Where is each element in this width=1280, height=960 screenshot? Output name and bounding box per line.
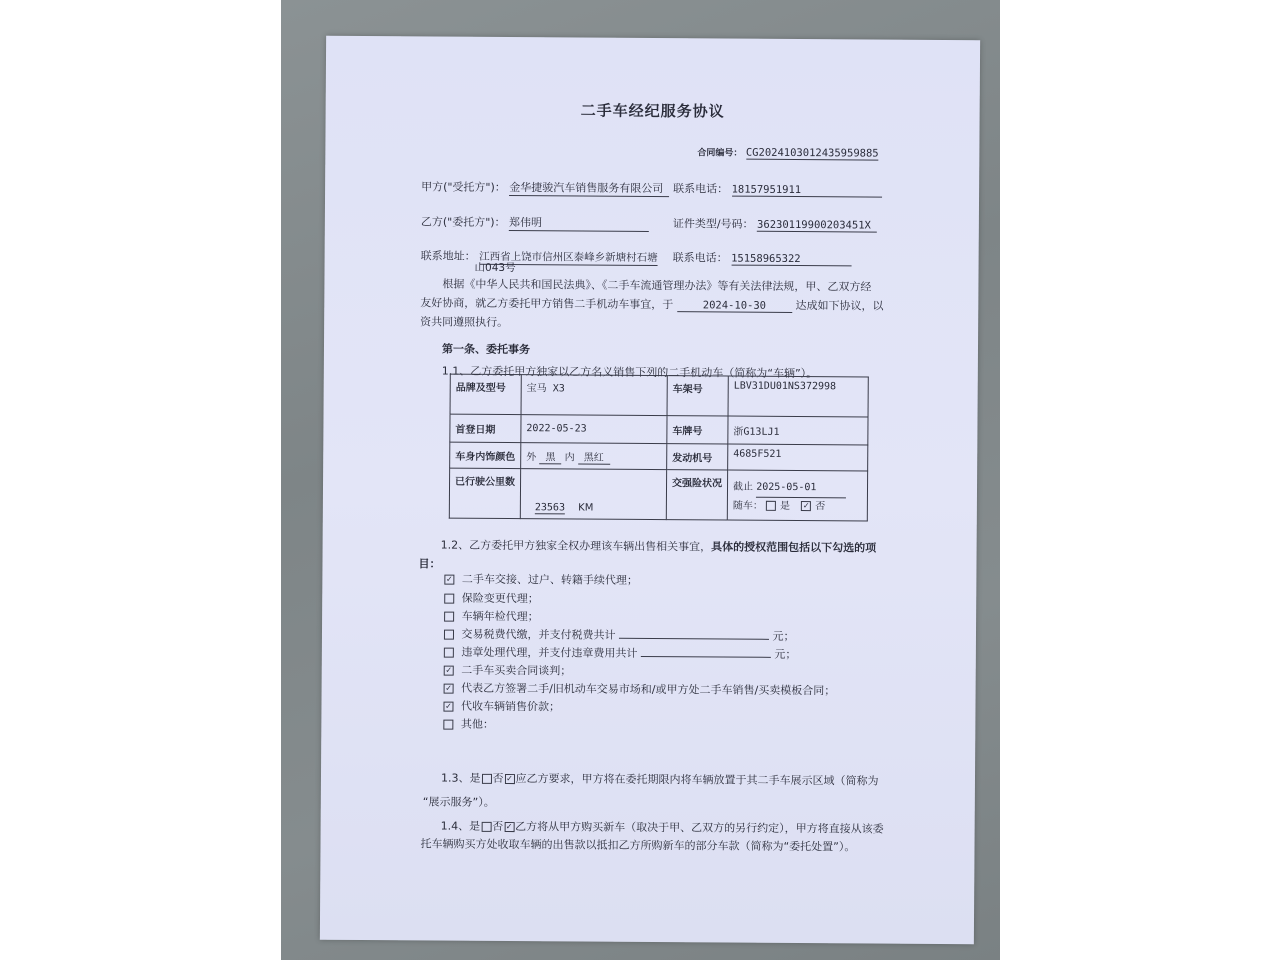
party-a-label: 甲方("受托方")： — [421, 180, 506, 194]
auth-item — [443, 698, 560, 715]
with-car-yes-checkbox[interactable] — [766, 501, 776, 511]
clause-1-4-no-checkbox[interactable]: ✓ — [505, 822, 513, 832]
intro-line-3: 资共同遵照执行。 — [420, 315, 509, 330]
vin-label: 车架号 — [667, 376, 728, 416]
intro-line-2a: 友好协商，就乙方委托甲方销售二手机动车事宜，于 — [420, 296, 674, 312]
color-label: 车身内饰颜色 — [450, 442, 521, 468]
auth-item — [443, 716, 494, 732]
clause-1-2-row — [441, 537, 877, 556]
with-car-yes-label: 是 — [780, 500, 791, 512]
auth-item-text: 保险变更代理； — [461, 591, 539, 606]
auth-item-checkbox[interactable] — [444, 612, 454, 622]
auth-item-suffix: 元； — [774, 647, 797, 662]
party-a-row — [421, 178, 669, 197]
auth-item-text: 其他： — [460, 717, 494, 731]
party-b-row — [421, 213, 649, 232]
clause-1-4-no-label: 否 — [492, 819, 504, 833]
clause-1-4-yes-checkbox[interactable] — [481, 822, 491, 832]
with-car-row — [733, 498, 862, 517]
clause-1-3-no-checkbox[interactable]: ✓ — [506, 774, 513, 784]
mileage-label: 已行驶公里数 — [449, 468, 520, 518]
auth-item-checkbox[interactable] — [444, 648, 454, 658]
color-outer-label: 外 — [526, 452, 537, 464]
with-car-label: 随车： — [732, 500, 763, 512]
brand-label: 品牌及型号 — [450, 374, 521, 414]
clause-1-3-yes-checkbox[interactable] — [481, 774, 491, 784]
contract-number: CG20241030124359598​85 — [745, 146, 879, 160]
auth-item — [444, 680, 836, 699]
clause-1-1: 1.1、乙方委托甲方独家以乙方名义销售下列的二手机动车（简称为“车辆”）。 — [441, 364, 818, 381]
plate-value: 浙G13LJ1 — [728, 416, 868, 445]
intro-date: 2024-10-30 — [677, 299, 792, 313]
violation-amount-field[interactable] — [641, 656, 771, 658]
clause-1-2c: 目： — [418, 557, 441, 571]
auth-item-checkbox[interactable] — [444, 594, 454, 604]
clause-1-3-num: 1.3、是 — [440, 771, 481, 785]
color-inner-value: 黑红 — [578, 448, 610, 464]
with-car-no-label: 否 — [815, 501, 826, 513]
insurance-label: 交强险状况 — [666, 470, 727, 520]
party-a-phone-row — [673, 180, 882, 197]
vin-value: LBV31DU01NS372998 — [728, 376, 868, 417]
auth-item — [444, 590, 539, 607]
color-outer-value: 黑 — [539, 448, 561, 464]
mileage-cell — [520, 469, 666, 520]
section-1-title: 第一条、委托事务 — [441, 342, 531, 357]
with-car-no-checkbox[interactable]: ✓ — [802, 501, 810, 511]
plate-label: 车牌号 — [667, 416, 728, 444]
address-line1: 江西省上饶市信州区泰峰乡新塘村石塘 — [479, 250, 658, 265]
auth-item — [444, 608, 539, 625]
insurance-expiry-row — [733, 479, 862, 499]
party-b-phone-row — [673, 249, 852, 266]
document-title: 二手车经纪服务协议 — [580, 101, 725, 121]
address-line2: 山043号 — [474, 261, 516, 275]
mileage-value: 23563 — [534, 502, 566, 514]
party-b-phone-label: 联系电话： — [672, 251, 728, 265]
party-b-phone: 15158965322 — [731, 253, 851, 267]
address-row — [421, 247, 658, 266]
auth-item-checkbox[interactable]: ✓ — [445, 701, 452, 711]
clause-1-2a: 1.2、乙方委托甲方独家全权办理该车辆出售相关事宜， — [440, 538, 712, 554]
auth-item — [444, 662, 572, 679]
auth-item-text: 代表乙方签署二手/旧机动车交易市场和/或甲方处二手车销售/买卖模板合同； — [461, 681, 836, 698]
clause-1-4-text2: 托车辆购买方处收取车辆的出售款以抵扣乙方所购新车的部分车款（简称为“委托处置”）。 — [420, 837, 856, 854]
reg-date-value: 2022-05-23 — [521, 415, 667, 444]
clause-1-4-num: 1.4、是 — [440, 819, 481, 833]
intro-line-2b: 达成如下协议，以 — [795, 299, 884, 313]
auth-item — [444, 626, 795, 644]
auth-item-checkbox[interactable] — [443, 720, 453, 730]
auth-item-text: 二手车买卖合同谈判； — [461, 663, 572, 678]
auth-item-text: 违章处理代理，并支付违章费用共计 — [461, 645, 638, 660]
auth-item — [444, 571, 638, 588]
party-a-phone-label: 联系电话： — [673, 182, 729, 196]
contract-number-row — [697, 145, 878, 160]
party-a-phone: 18157951911 — [732, 184, 882, 198]
insurance-cell — [727, 470, 867, 521]
party-b-label: 乙方("委托方")： — [420, 215, 506, 229]
mileage-unit: KM — [578, 502, 594, 514]
insurance-expiry-value: 2025-05-01 — [756, 479, 846, 499]
vehicle-table — [449, 374, 869, 522]
auth-item-checkbox[interactable]: ✓ — [445, 665, 453, 675]
clause-1-3-row — [441, 770, 879, 789]
clause-1-3-no-label: 否 — [492, 771, 504, 785]
clause-1-4-row — [441, 818, 884, 837]
id-label: 证件类型/号码： — [672, 217, 754, 231]
contract-number-label: 合同编号： — [697, 148, 743, 159]
auth-item-checkbox[interactable]: ✓ — [445, 574, 453, 584]
engine-label: 发动机号 — [667, 444, 728, 470]
clause-1-4-text: 乙方将从甲方购买新车（取决于甲、乙双方的另行约定），甲方将直接从该委 — [515, 820, 884, 836]
tax-amount-field[interactable] — [619, 638, 769, 640]
auth-item-text: 二手车交接、过户、转籍手续代理； — [461, 572, 638, 587]
auth-item-text: 交易税费代缴，并支付税费共计 — [461, 627, 616, 642]
party-b-id-row — [673, 215, 877, 232]
intro-line-1: 根据《中华人民共和国民法典》、《二手车流通管理办法》等有关法律法规，甲、乙双方经 — [442, 277, 872, 294]
auth-item-checkbox[interactable] — [444, 630, 454, 640]
engine-value: 4685F521 — [728, 444, 868, 471]
auth-item-checkbox[interactable]: ✓ — [445, 683, 452, 693]
auth-item — [444, 644, 797, 662]
party-b-name: 郑伟明 — [509, 214, 649, 232]
reg-date-label: 首登日期 — [450, 414, 521, 442]
party-a-name: 金华捷骏汽车销售服务有限公司 — [509, 179, 669, 197]
color-value-cell — [521, 443, 667, 470]
insurance-expiry-label: 截止 — [732, 481, 754, 493]
id-number: 36230119900203451X — [757, 219, 877, 233]
color-inner-label: 内 — [564, 452, 575, 464]
auth-item-text: 代收车辆销售价款； — [460, 699, 561, 714]
clause-1-3-text2: “展示服务”）。 — [422, 795, 495, 809]
address-label: 联系地址： — [420, 249, 476, 263]
brand-value: 宝马 X3 — [521, 375, 667, 416]
clause-1-2b: 具体的授权范围包括以下勾选的项 — [711, 540, 877, 555]
contract-paper — [320, 36, 980, 945]
intro-line-2 — [420, 294, 883, 313]
auth-item-suffix: 元； — [772, 629, 795, 644]
auth-item-text: 车辆年检代理； — [461, 609, 539, 624]
clause-1-3-text: 应乙方要求，甲方将在委托期限内将车辆放置于其二手车展示区域（简称为 — [515, 772, 879, 788]
